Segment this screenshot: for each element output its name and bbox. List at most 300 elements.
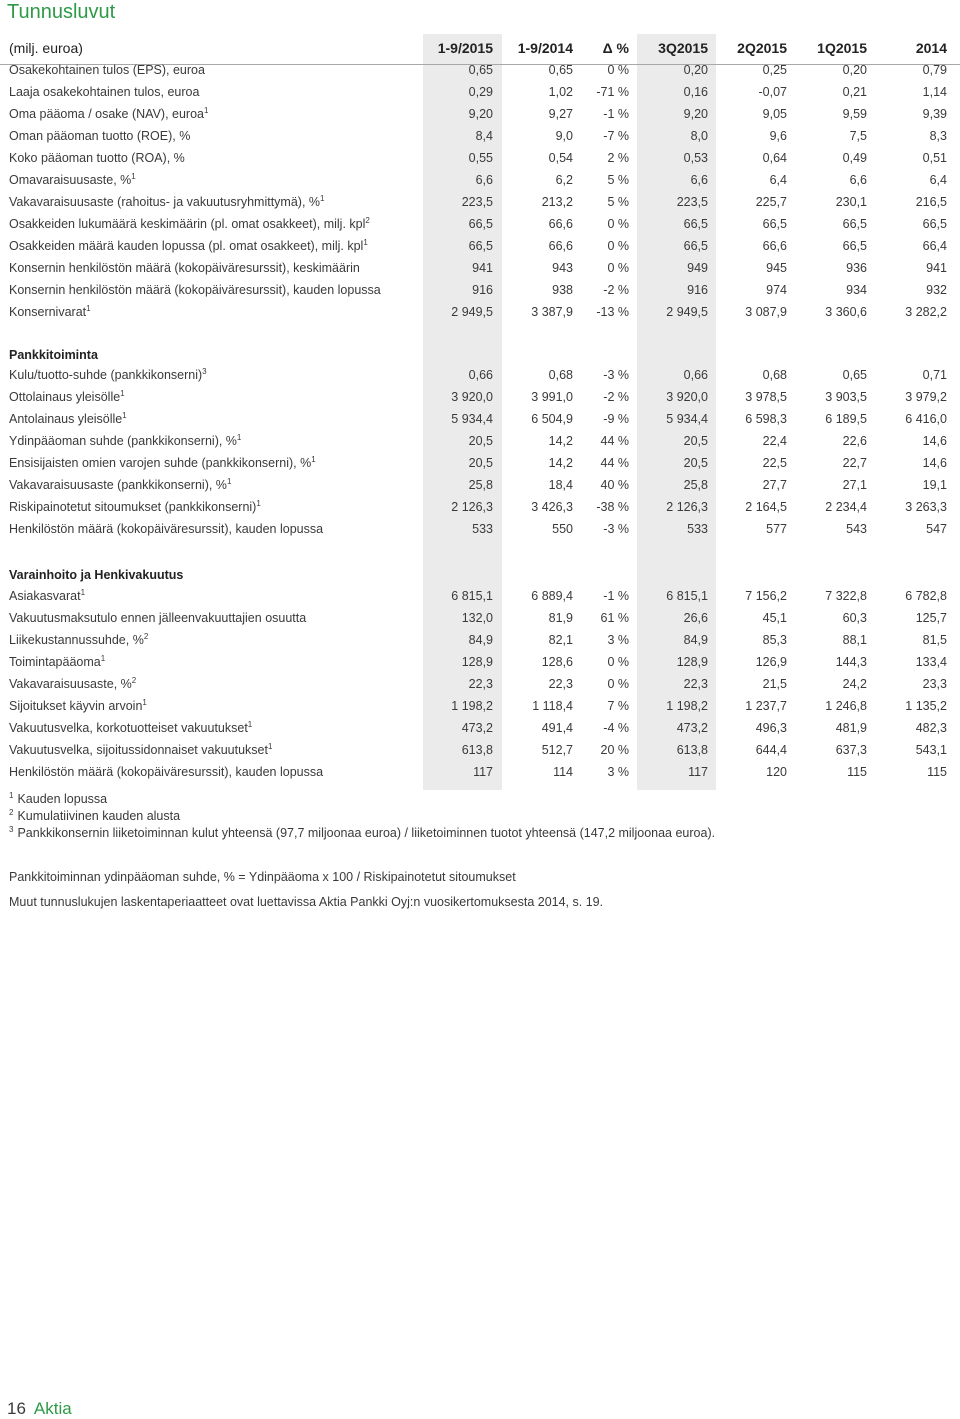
table-cell: 550 <box>552 522 573 536</box>
table-cell: 5 % <box>607 195 629 209</box>
table-cell: -1 % <box>603 589 629 603</box>
row-label-text: Oma pääoma / osake (NAV), euroa <box>9 107 204 121</box>
table-cell: 14,6 <box>922 456 947 470</box>
table-cell: 22,3 <box>468 677 493 691</box>
table-cell: 936 <box>846 261 867 275</box>
row-label-text: Konsernivarat <box>9 305 87 319</box>
table-cell: 2 949,5 <box>666 305 708 319</box>
table-cell: 14,2 <box>548 456 573 470</box>
table-cell: 115 <box>927 765 947 779</box>
table-row <box>0 215 960 237</box>
table-cell: 44 % <box>600 456 629 470</box>
table-row <box>0 281 960 303</box>
table-cell: 66,5 <box>683 239 708 253</box>
table-cell: 916 <box>687 283 708 297</box>
table-cell: 0,79 <box>922 63 947 77</box>
table-cell: 0,66 <box>683 368 708 382</box>
table-cell: 577 <box>766 522 787 536</box>
row-label-text: Konsernin henkilöstön määrä (kokopäiväresurssit), keskimäärin <box>9 261 360 275</box>
table-cell: 66,6 <box>762 239 787 253</box>
table-cell: 9,39 <box>922 107 947 121</box>
table-cell: 26,6 <box>683 611 708 625</box>
table-cell: 7,5 <box>849 129 867 143</box>
table-cell: 223,5 <box>676 195 708 209</box>
table-cell: 81,9 <box>548 611 573 625</box>
table-cell: 482,3 <box>915 721 947 735</box>
row-label-text: Vakavaraisuusaste (rahoitus- ja vakuutusryhmittymä), % <box>9 195 320 209</box>
table-cell: -4 % <box>603 721 629 735</box>
table-cell: 128,9 <box>676 655 708 669</box>
table-cell: 2 164,5 <box>745 500 787 514</box>
footnote-ref: 1 <box>320 193 325 203</box>
table-cell: 6 782,8 <box>905 589 947 603</box>
table-cell: 6,6 <box>849 173 867 187</box>
table-cell: -9 % <box>603 412 629 426</box>
table-row <box>0 388 960 410</box>
table-cell: 0 % <box>607 655 629 669</box>
table-cell: 133,4 <box>915 655 947 669</box>
table-cell: 613,8 <box>676 743 708 757</box>
table-row <box>0 366 960 388</box>
row-label-text: Vakuutusvelka, sijoitussidonnaiset vakuutukset <box>9 743 268 757</box>
table-cell: 6,6 <box>475 173 493 187</box>
table-cell: 20,5 <box>683 434 708 448</box>
table-cell: 0 % <box>607 217 629 231</box>
table-cell: 3 % <box>607 765 629 779</box>
row-label <box>9 63 205 77</box>
row-label-text: Henkilöstön määrä (kokopäiväresurssit), kauden lopussa <box>9 522 324 536</box>
table-cell: 1,14 <box>922 85 947 99</box>
table-cell: 5 934,4 <box>666 412 708 426</box>
table-cell: 1 135,2 <box>905 699 947 713</box>
row-label-text: Kulu/tuotto-suhde (pankkikonserni) <box>9 368 203 382</box>
col-header: 2014 <box>915 40 947 56</box>
footnote-ref: 1 <box>226 476 232 486</box>
table-cell: 81,5 <box>922 633 947 647</box>
calculation-note: Pankkitoiminnan ydinpääoman suhde, % = Ydinpääoma x 100 / Riskipainotetut sitoumukset <box>9 870 516 884</box>
row-label-text: Liikekustannussuhde, % <box>9 633 144 647</box>
table-cell: 1 237,7 <box>745 699 787 713</box>
table-cell: 0,16 <box>683 85 708 99</box>
table-cell: 27,7 <box>762 478 787 492</box>
footnote-ref: 1 <box>80 587 86 597</box>
table-cell: 3 263,3 <box>905 500 947 514</box>
footnote-ref: 2 <box>143 631 149 641</box>
row-label <box>9 173 136 187</box>
table-cell: 0,68 <box>548 368 573 382</box>
row-label <box>9 655 105 669</box>
table-cell: 0,64 <box>762 151 787 165</box>
table-cell: 491,4 <box>541 721 573 735</box>
table-cell: 7 156,2 <box>745 589 787 603</box>
table-row <box>0 83 960 105</box>
table-row <box>0 587 960 609</box>
table-cell: 66,5 <box>922 217 947 231</box>
table-cell: 213,2 <box>541 195 573 209</box>
table-cell: 128,9 <box>461 655 493 669</box>
table-cell: 19,1 <box>922 478 947 492</box>
table-cell: -0,07 <box>758 85 787 99</box>
row-label <box>9 368 207 382</box>
footnote-ref: 1 <box>256 498 261 508</box>
table-cell: 60,3 <box>842 611 867 625</box>
brand-name: Aktia <box>33 1399 72 1418</box>
table-cell: 0,68 <box>762 368 787 382</box>
table-cell: 27,1 <box>842 478 867 492</box>
table-row <box>0 697 960 719</box>
table-cell: 6 416,0 <box>905 412 947 426</box>
table-cell: 7 322,8 <box>825 589 867 603</box>
table-cell: 2 126,3 <box>451 500 493 514</box>
row-label-text: Toimintapääoma <box>9 655 101 669</box>
table-cell: 22,3 <box>683 677 708 691</box>
table-cell: -3 % <box>603 368 629 382</box>
table-row <box>0 609 960 631</box>
table-cell: 225,7 <box>755 195 787 209</box>
table-cell: 0 % <box>607 677 629 691</box>
table-cell: 23,3 <box>922 677 947 691</box>
table-cell: 9,59 <box>842 107 867 121</box>
table-cell: 82,1 <box>548 633 573 647</box>
row-label <box>9 261 360 275</box>
table-cell: 66,6 <box>548 239 573 253</box>
table-cell: 66,4 <box>922 239 947 253</box>
table-cell: 2 234,4 <box>825 500 867 514</box>
table-cell: 0,66 <box>468 368 493 382</box>
footnote-ref: 1 <box>267 741 273 751</box>
table-cell: 949 <box>687 261 708 275</box>
table-cell: 6 889,4 <box>531 589 573 603</box>
table-cell: 84,9 <box>683 633 708 647</box>
table-row <box>0 61 960 83</box>
table-row <box>0 303 960 325</box>
table-cell: 22,6 <box>842 434 867 448</box>
page-title: Tunnusluvut <box>7 1 116 23</box>
table-cell: 22,3 <box>548 677 573 691</box>
row-label-text: Ensisijaisten omien varojen suhde (pankkikonserni), % <box>9 456 312 470</box>
row-label <box>9 743 272 757</box>
table-cell: 533 <box>687 522 708 536</box>
footnote-text: Kauden lopussa <box>17 792 108 806</box>
table-cell: 644,4 <box>755 743 787 757</box>
row-label-text: Ydinpääoman suhde (pankkikonserni), % <box>9 434 237 448</box>
page-footer <box>7 1399 72 1419</box>
row-label <box>9 677 136 691</box>
row-label-text: Osakekohtainen tulos (EPS), euroa <box>9 63 205 77</box>
table-row <box>0 520 960 542</box>
table-cell: 0,25 <box>762 63 787 77</box>
table-cell: 6 504,9 <box>531 412 573 426</box>
table-cell: 932 <box>926 283 947 297</box>
table-row <box>0 653 960 675</box>
table-cell: 3 979,2 <box>905 390 947 404</box>
table-cell: 85,3 <box>762 633 787 647</box>
footnote-text: Kumulatiivinen kauden alusta <box>17 809 181 823</box>
table-cell: 114 <box>553 765 573 779</box>
table-row <box>0 454 960 476</box>
row-label <box>9 129 190 143</box>
row-label-text: Ottolainaus yleisölle <box>9 390 121 404</box>
table-cell: 25,8 <box>683 478 708 492</box>
table-cell: -13 % <box>596 305 629 319</box>
row-label <box>9 107 208 121</box>
row-label <box>9 589 85 603</box>
row-label <box>9 721 252 735</box>
row-label-text: Laaja osakekohtainen tulos, euroa <box>9 85 200 99</box>
table-cell: 9,6 <box>769 129 787 143</box>
table-cell: 20 % <box>600 743 629 757</box>
table-cell: 1,02 <box>548 85 573 99</box>
footnote-ref: 1 <box>311 454 316 464</box>
table-cell: 88,1 <box>842 633 867 647</box>
row-label-text: Konsernin henkilöstön määrä (kokopäiväresurssit), kauden lopussa <box>9 283 381 297</box>
table-cell: 941 <box>926 261 947 275</box>
table-cell: 9,27 <box>548 107 573 121</box>
row-label <box>9 611 306 625</box>
table-cell: 6,6 <box>690 173 708 187</box>
unit-label: (milj. euroa) <box>9 40 83 56</box>
row-label <box>9 434 241 448</box>
table-cell: 0,20 <box>683 63 708 77</box>
table-cell: 84,9 <box>468 633 493 647</box>
table-cell: -2 % <box>603 390 629 404</box>
table-cell: 66,5 <box>842 239 867 253</box>
table-cell: 6 815,1 <box>666 589 708 603</box>
table-cell: 144,3 <box>835 655 867 669</box>
table-cell: 0 % <box>607 63 629 77</box>
row-label <box>9 151 185 165</box>
row-label <box>9 412 127 426</box>
table-cell: 0,53 <box>683 151 708 165</box>
table-cell: 20,5 <box>683 456 708 470</box>
row-label-text: Sijoitukset käyvin arvoin <box>9 699 143 713</box>
col-header: 1-9/2015 <box>437 40 493 56</box>
table-cell: 0,20 <box>842 63 867 77</box>
row-label-text: Asiakasvarat <box>9 589 81 603</box>
table-cell: 22,7 <box>842 456 867 470</box>
row-label <box>9 765 323 779</box>
table-cell: 44 % <box>600 434 629 448</box>
footnote <box>9 826 715 840</box>
table-cell: 3 991,0 <box>531 390 573 404</box>
footnote-ref: 1 <box>236 432 242 442</box>
table-cell: -1 % <box>603 107 629 121</box>
table-cell: 5 934,4 <box>451 412 493 426</box>
table-row <box>0 741 960 763</box>
table-cell: -3 % <box>603 522 629 536</box>
table-cell: 132,0 <box>461 611 493 625</box>
row-label-text: Omavaraisuusaste, % <box>9 173 132 187</box>
table-cell: 9,20 <box>683 107 708 121</box>
table-cell: 512,7 <box>541 743 573 757</box>
table-row <box>0 476 960 498</box>
table-row <box>0 432 960 454</box>
col-header: 1Q2015 <box>817 40 867 56</box>
table-row <box>0 410 960 432</box>
table-cell: 0,51 <box>922 151 947 165</box>
footnote-ref: 1 <box>204 105 209 115</box>
row-label-text: Vakavaraisuusaste, % <box>9 677 132 691</box>
row-label <box>9 283 381 297</box>
table-cell: 2 % <box>607 151 629 165</box>
footnote-ref: 1 <box>100 653 106 663</box>
table-cell: 0,49 <box>842 151 867 165</box>
section-title: Pankkitoiminta <box>9 348 98 362</box>
table-cell: 66,5 <box>762 217 787 231</box>
table-cell: 943 <box>552 261 573 275</box>
table-cell: 1 246,8 <box>825 699 867 713</box>
table-cell: 115 <box>847 765 867 779</box>
footnote-ref: 1 <box>86 303 91 313</box>
table-cell: -7 % <box>603 129 629 143</box>
footnote-ref: 1 <box>131 171 136 181</box>
row-label-text: Riskipainotetut sitoumukset (pankkikonserni) <box>9 500 257 514</box>
row-label-text: Osakkeiden lukumäärä keskimäärin (pl. omat osakkeet), milj. kpl <box>9 217 366 231</box>
table-cell: 66,5 <box>468 217 493 231</box>
table-row <box>0 631 960 653</box>
footnote-marker: 2 <box>9 807 14 817</box>
table-cell: 61 % <box>600 611 629 625</box>
table-cell: 8,0 <box>690 129 708 143</box>
table-cell: 2 949,5 <box>451 305 493 319</box>
page-number: 16 <box>7 1399 26 1418</box>
table-cell: -2 % <box>603 283 629 297</box>
table-row <box>0 127 960 149</box>
table-row <box>0 675 960 697</box>
table-cell: 3 360,6 <box>825 305 867 319</box>
footnote <box>9 792 107 806</box>
table-cell: 2 126,3 <box>666 500 708 514</box>
table-cell: 533 <box>472 522 493 536</box>
row-label-text: Vakavaraisuusaste (pankkikonserni), % <box>9 478 227 492</box>
footnote-text: Pankkikonsernin liiketoiminnan kulut yhteensä (97,7 miljoonaa euroa) / liiketoiminnen tuotot yhteensä (147,2 miljoonaa euroa). <box>17 826 716 840</box>
row-label <box>9 85 199 99</box>
table-cell: 126,9 <box>755 655 787 669</box>
col-header: 3Q2015 <box>658 40 708 56</box>
table-cell: 3 426,3 <box>531 500 573 514</box>
table-cell: 3 282,2 <box>905 305 947 319</box>
table-cell: 0,71 <box>922 368 947 382</box>
table-cell: 8,4 <box>475 129 493 143</box>
row-label <box>9 195 324 209</box>
table-cell: 117 <box>688 765 708 779</box>
table-cell: 7 % <box>607 699 629 713</box>
table-cell: 3 920,0 <box>451 390 493 404</box>
table-cell: 9,20 <box>468 107 493 121</box>
row-label <box>9 305 91 319</box>
table-cell: 9,0 <box>555 129 573 143</box>
table-cell: 6 815,1 <box>451 589 493 603</box>
table-cell: 473,2 <box>461 721 493 735</box>
table-cell: 20,5 <box>468 434 493 448</box>
row-label <box>9 478 231 492</box>
table-cell: 3 087,9 <box>745 305 787 319</box>
table-cell: 543 <box>846 522 867 536</box>
table-row <box>0 149 960 171</box>
table-cell: 0,55 <box>468 151 493 165</box>
table-cell: 6,4 <box>929 173 947 187</box>
table-cell: 974 <box>766 283 787 297</box>
row-label-text: Vakuutusvelka, korkotuotteiset vakuutukset <box>9 721 248 735</box>
row-label <box>9 633 148 647</box>
table-cell: 22,5 <box>762 456 787 470</box>
row-label-text: Osakkeiden määrä kauden lopussa (pl. omat osakkeet), milj. kpl <box>9 239 364 253</box>
table-cell: 916 <box>472 283 493 297</box>
table-cell: 0 % <box>607 261 629 275</box>
table-cell: 6,4 <box>769 173 787 187</box>
table-cell: 25,8 <box>468 478 493 492</box>
table-cell: 20,5 <box>468 456 493 470</box>
table-cell: -38 % <box>596 500 629 514</box>
table-cell: 473,2 <box>676 721 708 735</box>
table-cell: 128,6 <box>541 655 573 669</box>
footnote-ref: 1 <box>142 697 147 707</box>
table-cell: 18,4 <box>548 478 573 492</box>
row-label <box>9 239 368 253</box>
table-cell: 637,3 <box>835 743 867 757</box>
table-cell: 120 <box>766 765 787 779</box>
table-cell: 21,5 <box>762 677 787 691</box>
row-label-text: Vakuutusmaksutulo ennen jälleenvakuuttajien osuutta <box>9 611 307 625</box>
row-label-text: Oman pääoman tuotto (ROE), % <box>9 129 191 143</box>
table-cell: 66,5 <box>683 217 708 231</box>
table-cell: 543,1 <box>915 743 947 757</box>
table-row <box>0 237 960 259</box>
col-header: Δ % <box>602 40 629 56</box>
table-cell: 0,65 <box>548 63 573 77</box>
table-row <box>0 193 960 215</box>
table-cell: -71 % <box>596 85 629 99</box>
table-cell: 3 903,5 <box>825 390 867 404</box>
table-cell: 481,9 <box>835 721 867 735</box>
table-cell: 14,6 <box>922 434 947 448</box>
footnote <box>9 809 180 823</box>
table-cell: 1 198,2 <box>666 699 708 713</box>
table-cell: 66,6 <box>548 217 573 231</box>
table-row <box>0 763 960 785</box>
footnote-marker: 3 <box>9 824 14 834</box>
table-cell: 5 % <box>607 173 629 187</box>
footnote-ref: 3 <box>202 366 207 376</box>
footnote-ref: 1 <box>122 410 127 420</box>
table-cell: 0,65 <box>468 63 493 77</box>
table-cell: 6 598,3 <box>745 412 787 426</box>
table-cell: 40 % <box>600 478 629 492</box>
table-cell: 945 <box>766 261 787 275</box>
table-cell: 547 <box>926 522 947 536</box>
table-cell: 3 920,0 <box>666 390 708 404</box>
footnote-ref: 1 <box>247 719 253 729</box>
table-row <box>0 171 960 193</box>
table-cell: 22,4 <box>762 434 787 448</box>
table-cell: 938 <box>552 283 573 297</box>
table-cell: 0,29 <box>468 85 493 99</box>
table-cell: 496,3 <box>755 721 787 735</box>
table-cell: 45,1 <box>762 611 787 625</box>
table-cell: 24,2 <box>842 677 867 691</box>
table-row <box>0 719 960 741</box>
row-label <box>9 390 125 404</box>
table-cell: 6 189,5 <box>825 412 867 426</box>
table-row <box>0 498 960 520</box>
table-cell: 0,65 <box>842 368 867 382</box>
table-row <box>0 259 960 281</box>
footnote-ref: 2 <box>365 215 370 225</box>
row-label-text: Antolainaus yleisölle <box>9 412 123 426</box>
table-cell: 14,2 <box>548 434 573 448</box>
table-cell: 3 387,9 <box>531 305 573 319</box>
table-cell: 0,54 <box>548 151 573 165</box>
